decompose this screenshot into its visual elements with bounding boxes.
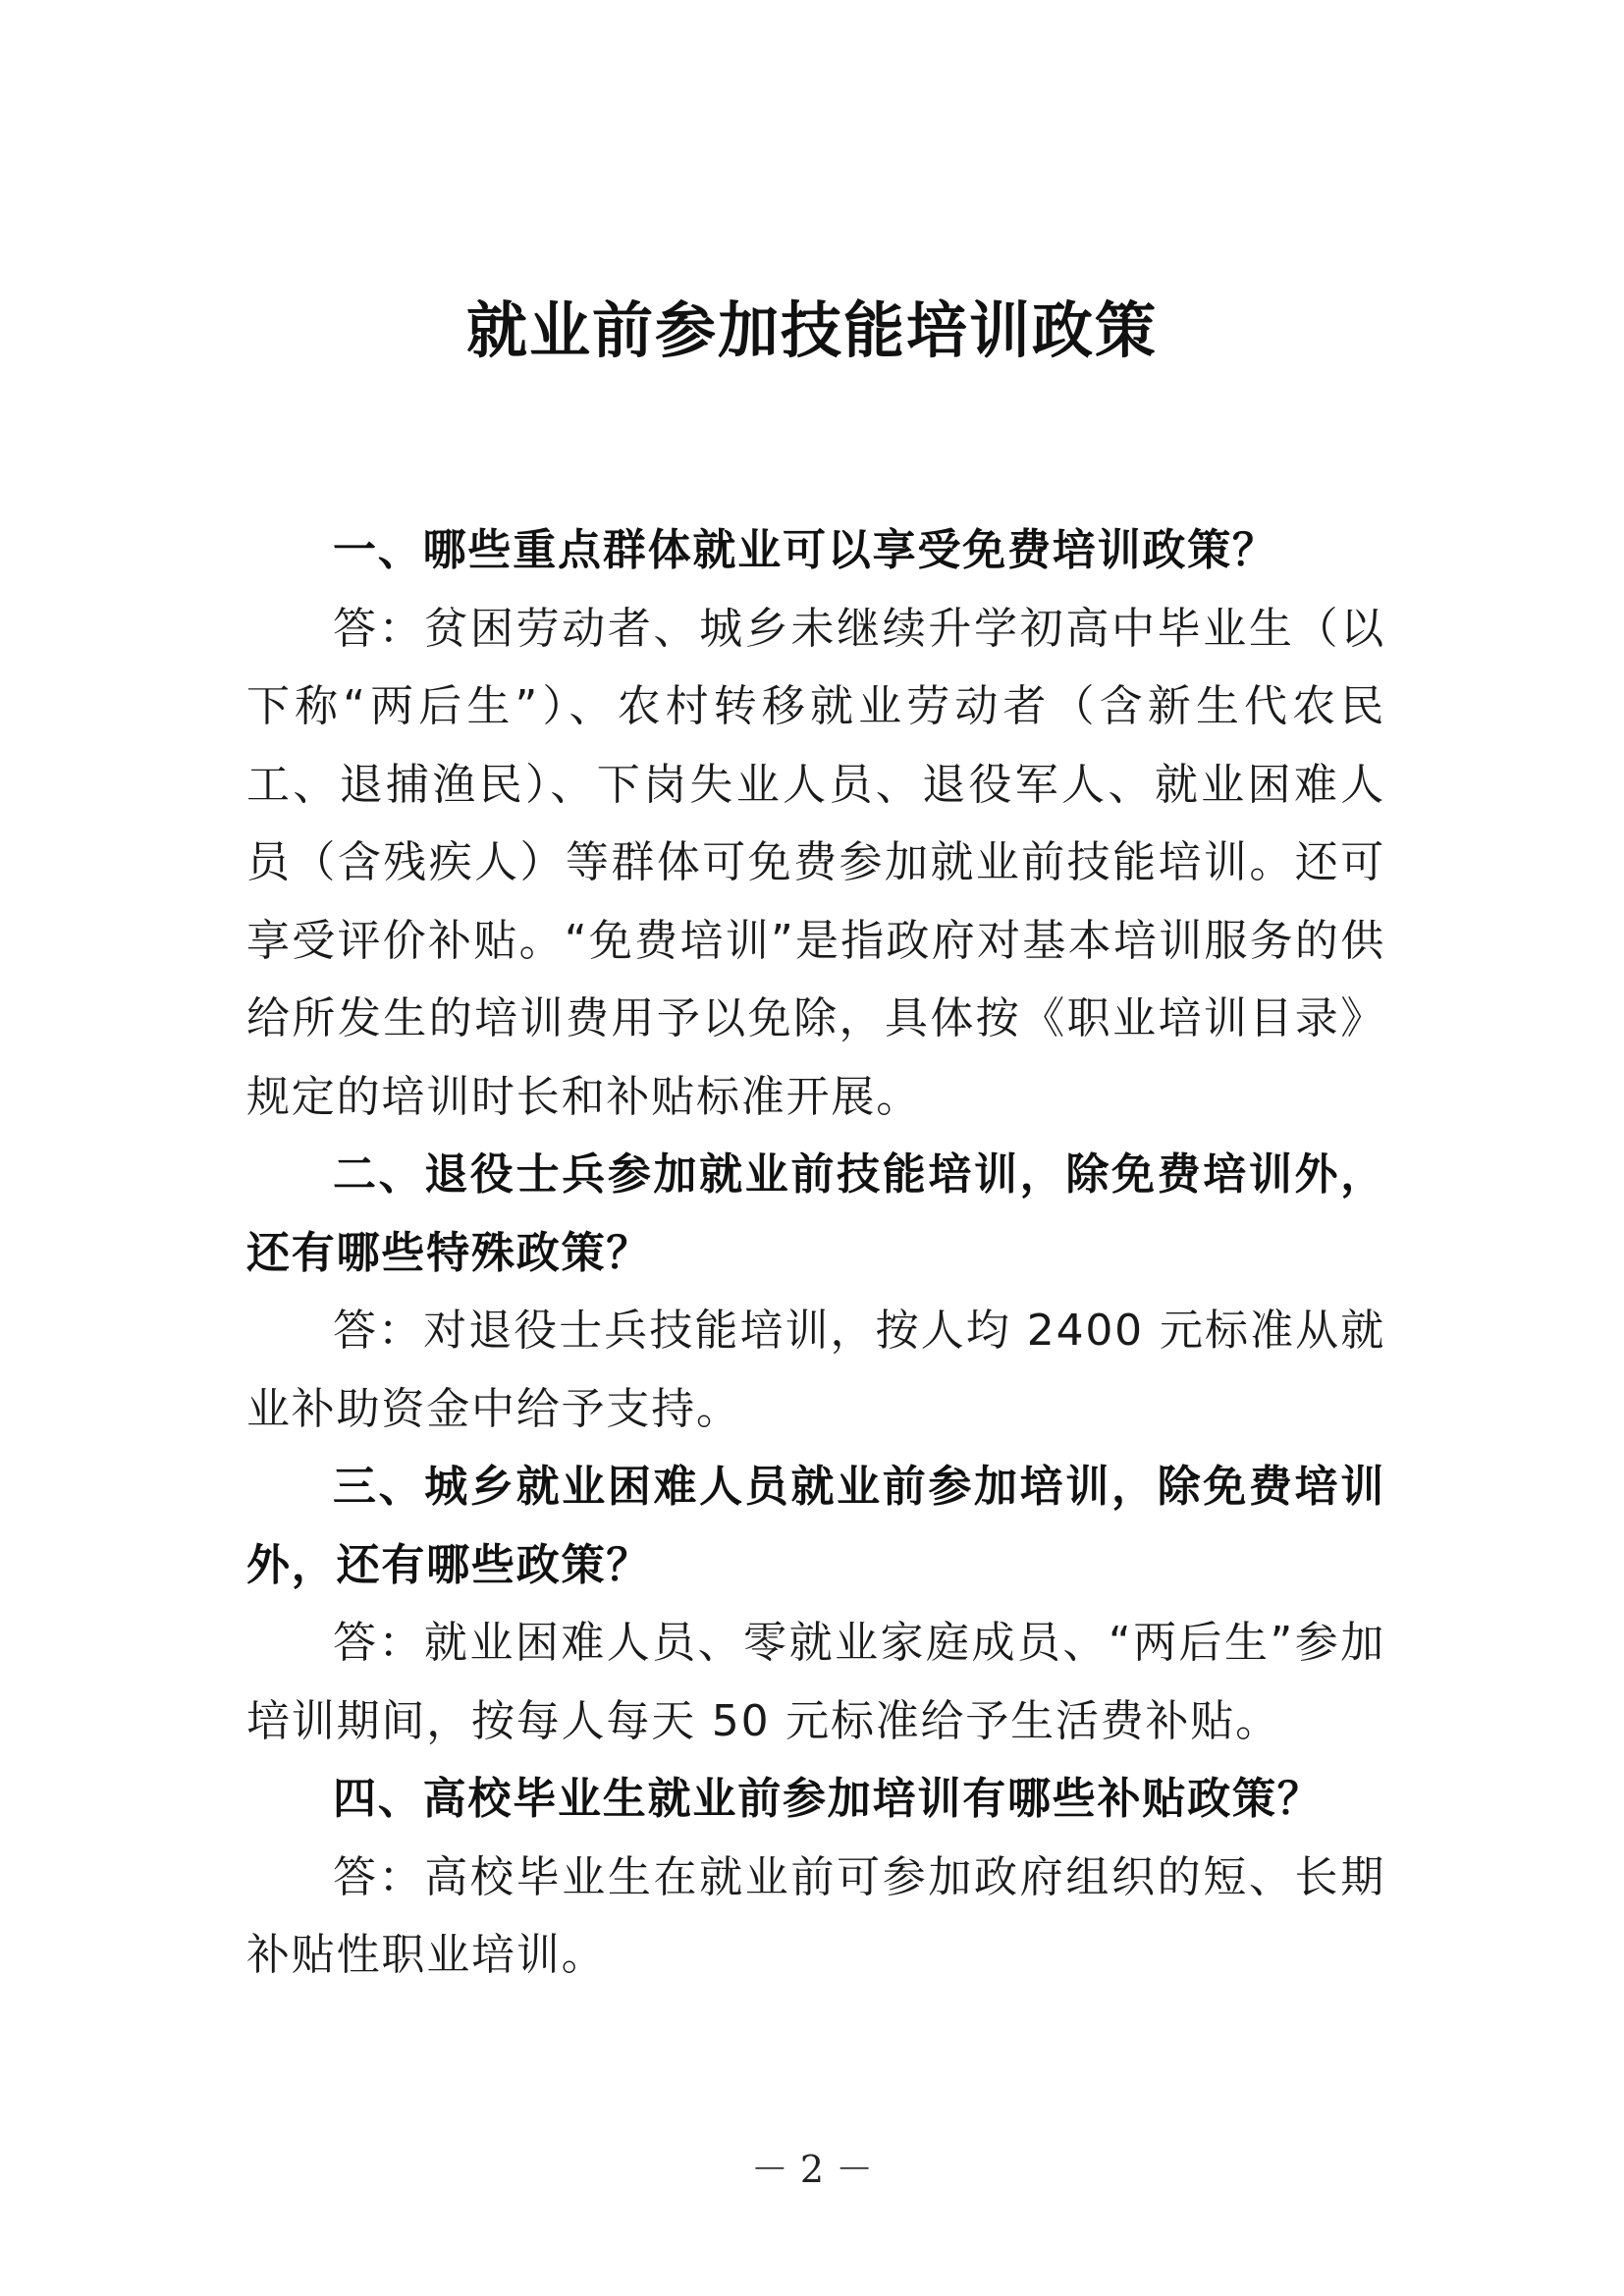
question-3: 三、城乡就业困难人员就业前参加培训，除免费培训外，还有哪些政策？: [246, 1462, 1385, 1590]
answer-3: 答：就业困难人员、零就业家庭成员、“两后生”参加培训期间，按每人每天 50 元标准给予生活费补贴。: [246, 1618, 1385, 1746]
answer-4: 答：高校毕业生在就业前可参加政府组织的短、长期补贴性职业培训。: [246, 1851, 1385, 1980]
answer-1: 答：贫困劳动者、城乡未继续升学初高中毕业生（以下称“两后生”）、农村转移就业劳动者（含新生代农民工、退捕渔民）、下岗失业人员、退役军人、就业困难人员（含残疾人）等群体可免费参加就业前技能培训。还可享受评价补贴。“免费培训”是指政府对基本培训服务的供给所发生的培训费用予以免除，具体按《职业培训目录》规定的培训时长和补贴标准开展。: [246, 603, 1385, 1122]
answer-2: 答：对退役士兵技能培训，按人均 2400 元标准从就业补助资金中给予支持。: [246, 1306, 1385, 1434]
question-2: 二、退役士兵参加就业前技能培训，除免费培训外，还有哪些特殊政策？: [246, 1149, 1385, 1278]
question-1: 一、哪些重点群体就业可以享受免费培训政策？: [333, 525, 1277, 575]
page-number: － 2 －: [750, 2148, 874, 2191]
question-4: 四、高校毕业生就业前参加培训有哪些补贴政策？: [333, 1774, 1323, 1824]
document-title: 就业前参加技能培训政策: [465, 294, 1158, 366]
document-body: [246, 511, 1385, 1995]
